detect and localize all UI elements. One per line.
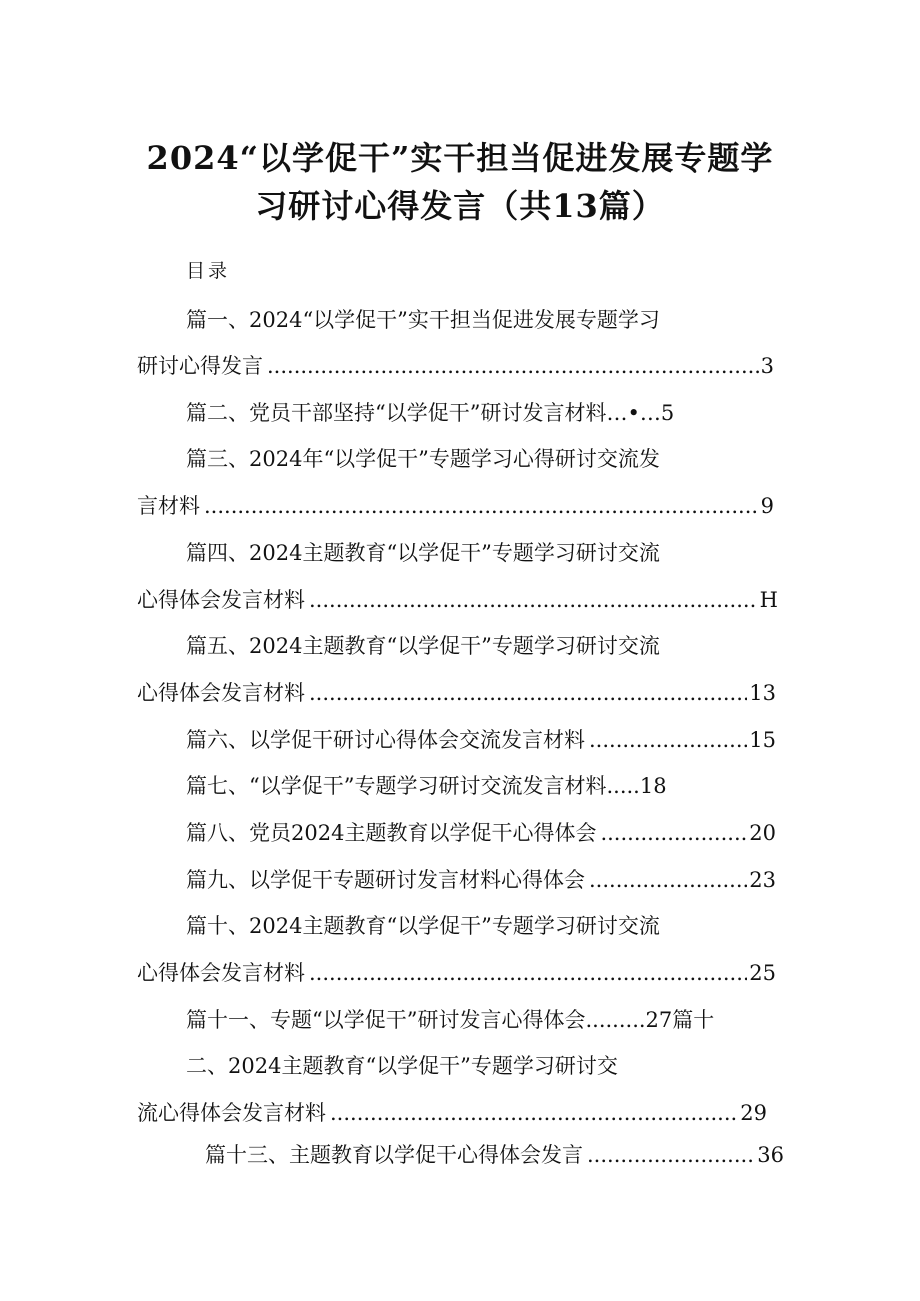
toc-page-number: 25 (749, 961, 776, 985)
toc-entry-text: 篇一、2024“以学促干”实干担当促进发展专题学习 (186, 308, 660, 332)
toc-entry-7[interactable] (186, 771, 667, 801)
toc-page-number: 3 (760, 354, 774, 378)
toc-entry-3-line-1[interactable] (186, 444, 660, 474)
toc-leader-dots (330, 1098, 738, 1128)
toc-entry-text: 篇十三、主题教育以学促干心得体会发言 (205, 1143, 583, 1167)
toc-entry-text: 篇七、“以学促干”专题学习研讨交流发言材料.....18 (186, 774, 667, 798)
toc-entry-3-line-2[interactable] (137, 491, 774, 521)
toc-entry-10-line-1[interactable] (186, 911, 660, 941)
toc-entry-4-line-1[interactable] (186, 538, 660, 568)
toc-entry-12-line-1[interactable] (186, 1051, 618, 1081)
toc-entry-text: 研讨心得发言 (137, 354, 263, 378)
toc-entry-text: 流心得体会发言材料 (137, 1101, 326, 1125)
toc-heading: 目录 (186, 260, 231, 282)
toc-entry-text: 篇六、以学促干研讨心得体会交流发言材料 (186, 728, 585, 752)
toc-page-number: 23 (749, 868, 776, 892)
toc-entry-text: 篇二、党员干部坚持“以学促干”研讨发言材料…•…5 (186, 401, 675, 425)
toc-entry-text: 心得体会发言材料 (137, 681, 305, 705)
toc-leader-dots (589, 865, 747, 895)
toc-entry-text: 二、2024主题教育“以学促干”专题学习研讨交 (186, 1054, 618, 1078)
toc-entry-5-line-1[interactable] (186, 631, 660, 661)
toc-page-number: 15 (749, 728, 776, 752)
toc-leader-dots (587, 1140, 755, 1170)
toc-leader-dots (309, 585, 758, 615)
toc-entry-text: 篇八、党员2024主题教育以学促干心得体会 (186, 821, 597, 845)
toc-page-number: 29 (740, 1101, 767, 1125)
toc-entry-text: 篇三、2024年“以学促干”专题学习心得研讨交流发 (186, 447, 660, 471)
toc-leader-dots (309, 958, 747, 988)
toc-leader-dots (600, 818, 747, 848)
toc-page-number: 36 (757, 1143, 784, 1167)
toc-page-number: 9 (760, 494, 774, 518)
toc-entry-text: 心得体会发言材料 (137, 961, 305, 985)
toc-entry-text: 篇四、2024主题教育“以学促干”专题学习研讨交流 (186, 541, 660, 565)
toc-entry-10-line-2[interactable] (137, 958, 776, 988)
toc-leader-dots (204, 491, 759, 521)
toc-entry-4-line-2[interactable] (137, 585, 778, 615)
toc-entry-12-line-2[interactable] (137, 1098, 767, 1128)
toc-entry-text: 篇十一、专题“以学促干”研讨发言心得体会.........27篇十 (186, 1008, 715, 1032)
toc-leader-dots (267, 351, 759, 381)
toc-entry-2[interactable] (186, 398, 674, 428)
toc-entry-6[interactable] (186, 725, 776, 755)
toc-page-number: 13 (749, 681, 776, 705)
toc-entry-text: 篇五、2024主题教育“以学促干”专题学习研讨交流 (186, 634, 660, 658)
toc-leader-dots (589, 725, 747, 755)
toc-entry-1-line-2[interactable] (137, 351, 774, 381)
toc-entry-text: 篇十、2024主题教育“以学促干”专题学习研讨交流 (186, 914, 660, 938)
toc-page-number: 20 (749, 821, 776, 845)
toc-entry-11[interactable] (186, 1005, 714, 1035)
toc-entry-text: 篇九、以学促干专题研讨发言材料心得体会 (186, 868, 585, 892)
toc-leader-dots (309, 678, 747, 708)
toc-entry-13[interactable] (205, 1140, 784, 1170)
toc-entry-text: 言材料 (137, 494, 200, 518)
toc-entry-text: 心得体会发言材料 (137, 588, 305, 612)
toc-entry-5-line-2[interactable] (137, 678, 776, 708)
toc-entry-9[interactable] (186, 865, 776, 895)
document-title-line-2: 习研讨心得发言（共13篇） (255, 187, 665, 225)
toc-entry-8[interactable] (186, 818, 776, 848)
toc-entry-1-line-1[interactable] (186, 305, 660, 335)
document-title-line-1: 2024“以学促干”实干担当促进发展专题学 (146, 139, 774, 177)
toc-page-number: H (759, 588, 778, 612)
